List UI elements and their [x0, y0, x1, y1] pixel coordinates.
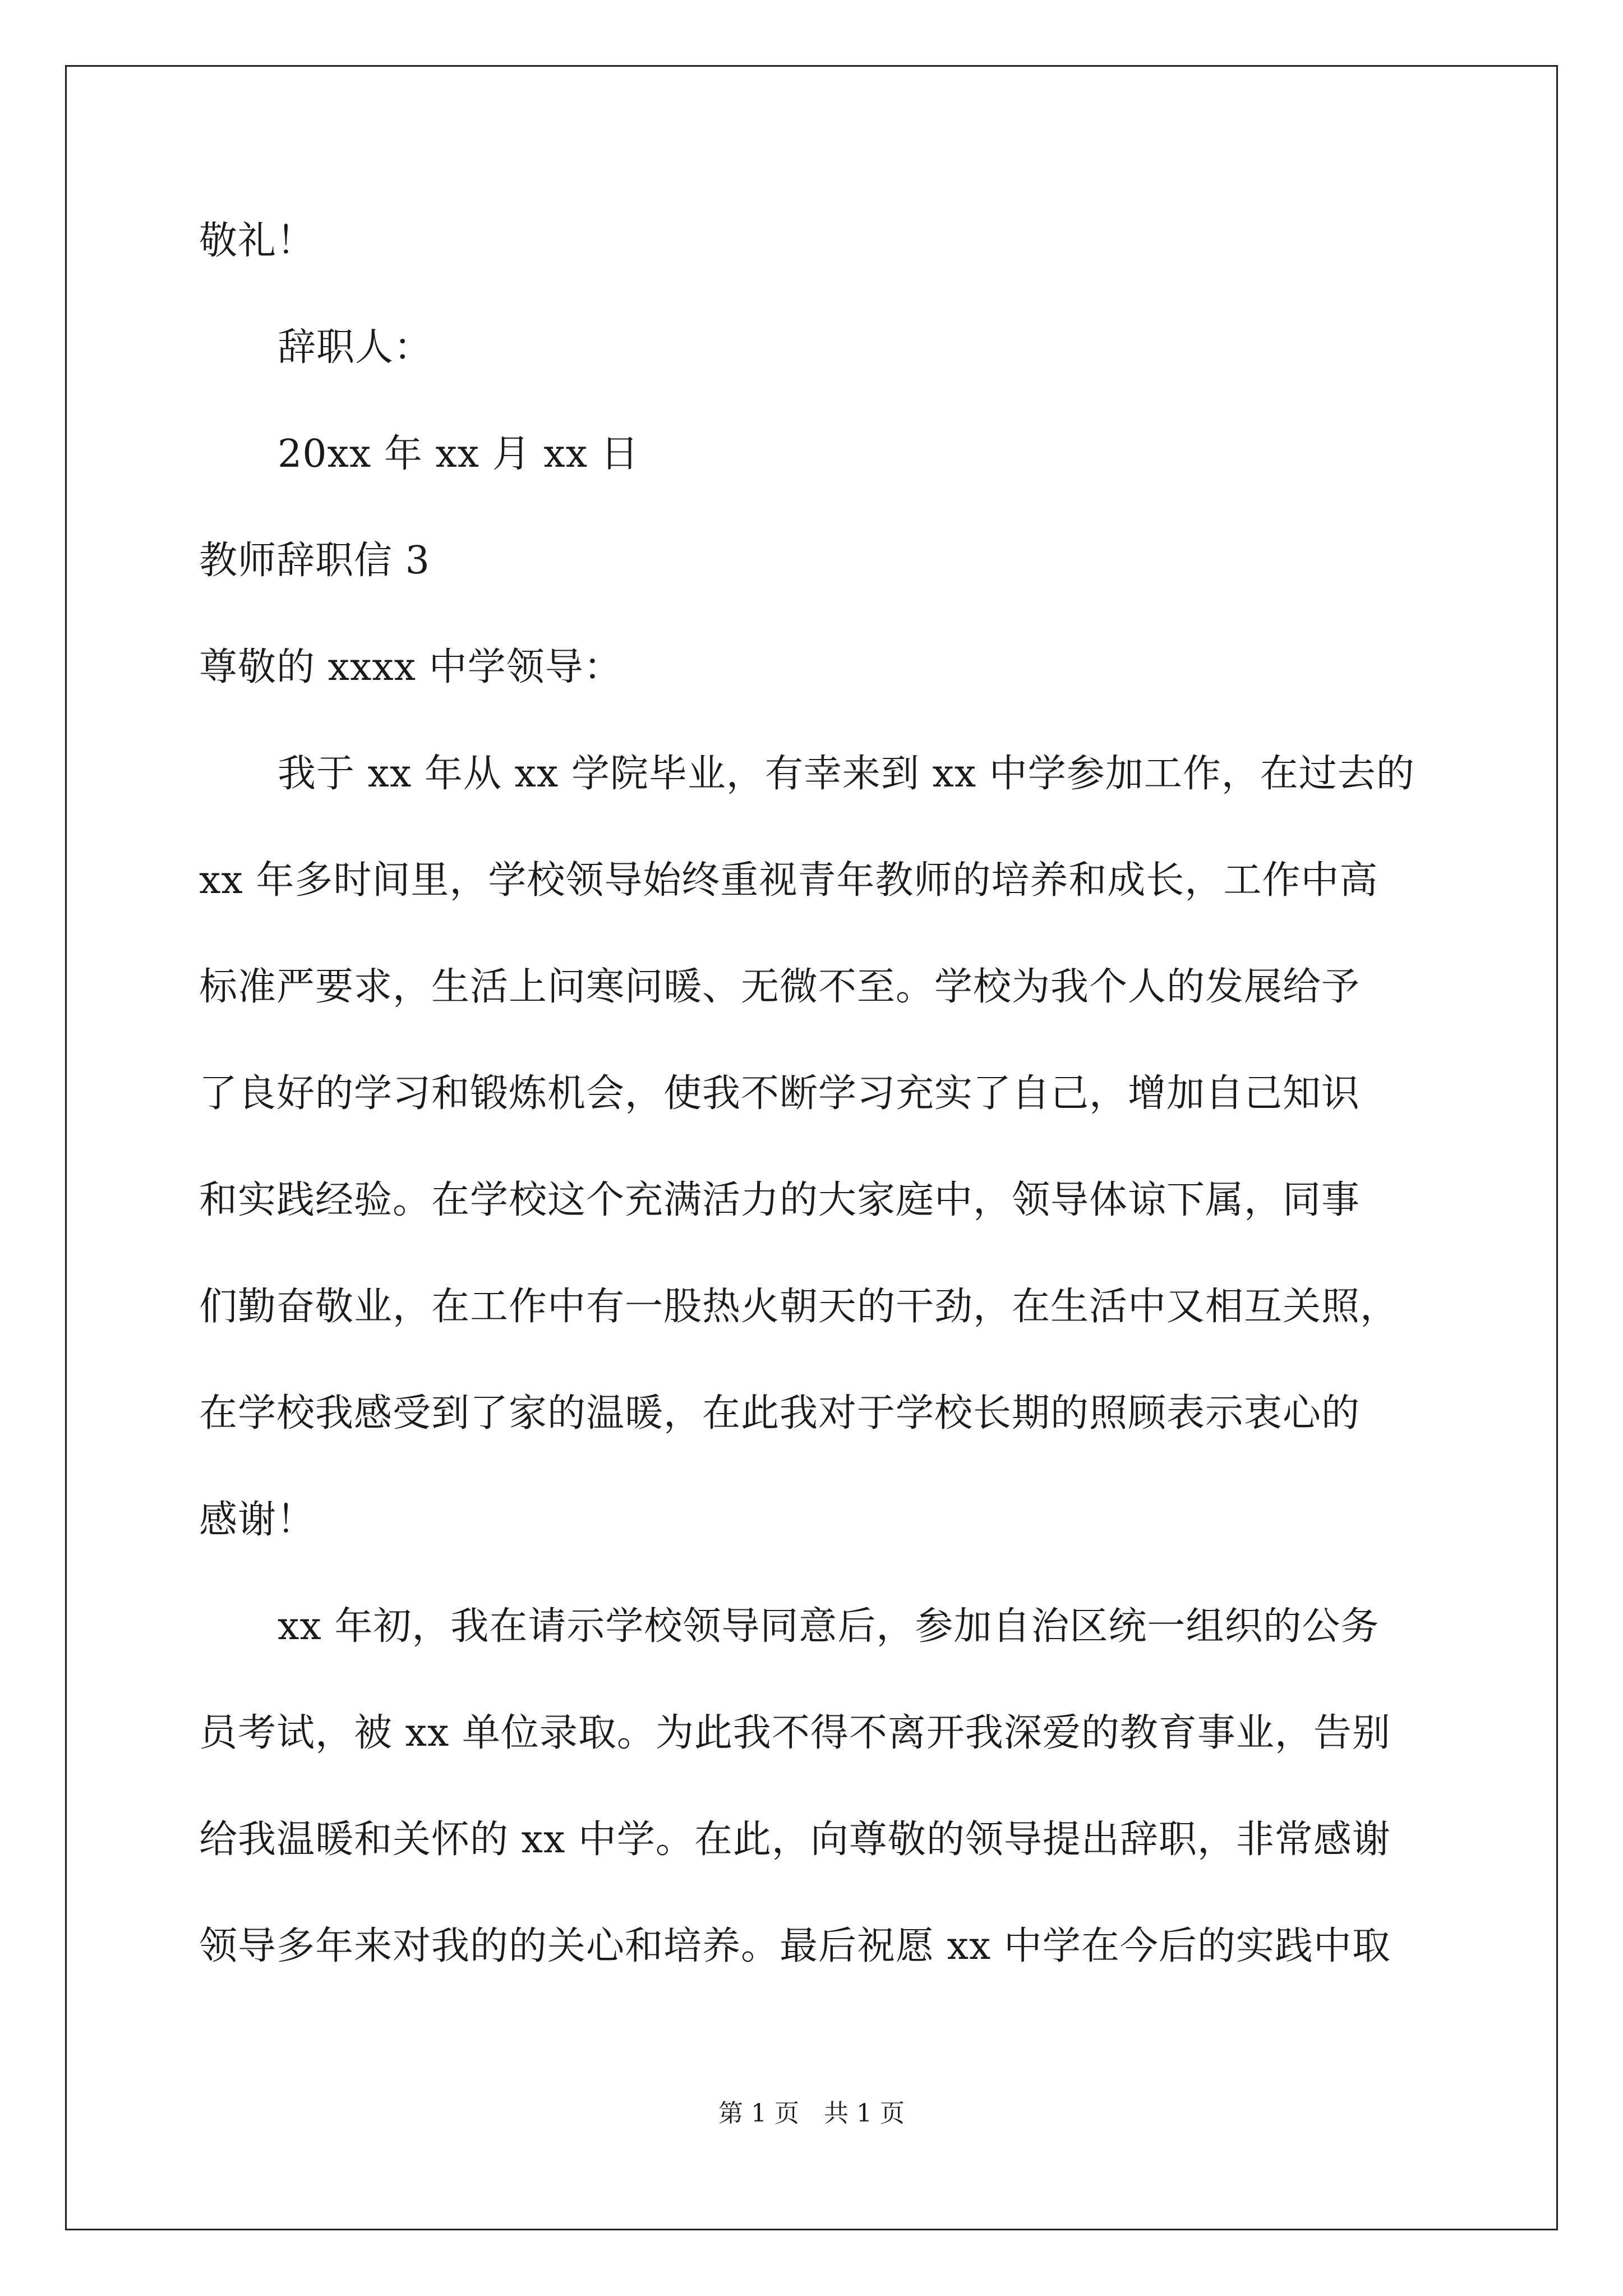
paragraph-line: 我于 xx 年从 xx 学院毕业，有幸来到 xx 中学参加工作，在过去的 — [278, 752, 1415, 796]
signature-label: 辞职人： — [278, 325, 433, 370]
page-number-footer: 第 1 页 共 1 页 — [718, 2099, 905, 2128]
page-border — [65, 65, 1558, 2230]
paragraph-line: 感谢！ — [199, 1498, 316, 1542]
paragraph-line: 和实践经验。在学校这个充满活力的大家庭中，领导体谅下属，同事 — [199, 1178, 1361, 1222]
paragraph-line: 给我温暖和关怀的 xx 中学。在此，向尊敬的领导提出辞职，非常感谢 — [199, 1818, 1391, 1862]
paragraph-line: 了良好的学习和锻炼机会，使我不断学习充实了自己，增加自己知识 — [199, 1071, 1361, 1116]
closing-salute: 敬礼！ — [199, 219, 316, 263]
paragraph-line: 在学校我感受到了家的温暖，在此我对于学校长期的照顾表示衷心的 — [199, 1391, 1361, 1435]
salutation: 尊敬的 xxxx 中学领导： — [199, 645, 623, 689]
paragraph-line: 们勤奋敬业，在工作中有一股热火朝天的干劲，在生活中又相互关照， — [199, 1285, 1399, 1329]
section-title: 教师辞职信 3 — [199, 539, 430, 583]
signature-date: 20xx 年 xx 月 xx 日 — [278, 432, 639, 476]
paragraph-line: 员考试，被 xx 单位录取。为此我不得不离开我深爱的教育事业，告别 — [199, 1711, 1391, 1755]
paragraph-line: xx 年初，我在请示学校领导同意后，参加自治区统一组织的公务 — [278, 1604, 1380, 1649]
paragraph-line: 领导多年来对我的的关心和培养。最后祝愿 xx 中学在今后的实践中取 — [199, 1924, 1391, 1968]
paragraph-line: 标准严要求，生活上问寒问暖、无微不至。学校为我个人的发展给予 — [199, 965, 1361, 1009]
paragraph-line: xx 年多时间里，学校领导始终重视青年教师的培养和成长，工作中高 — [199, 858, 1378, 903]
